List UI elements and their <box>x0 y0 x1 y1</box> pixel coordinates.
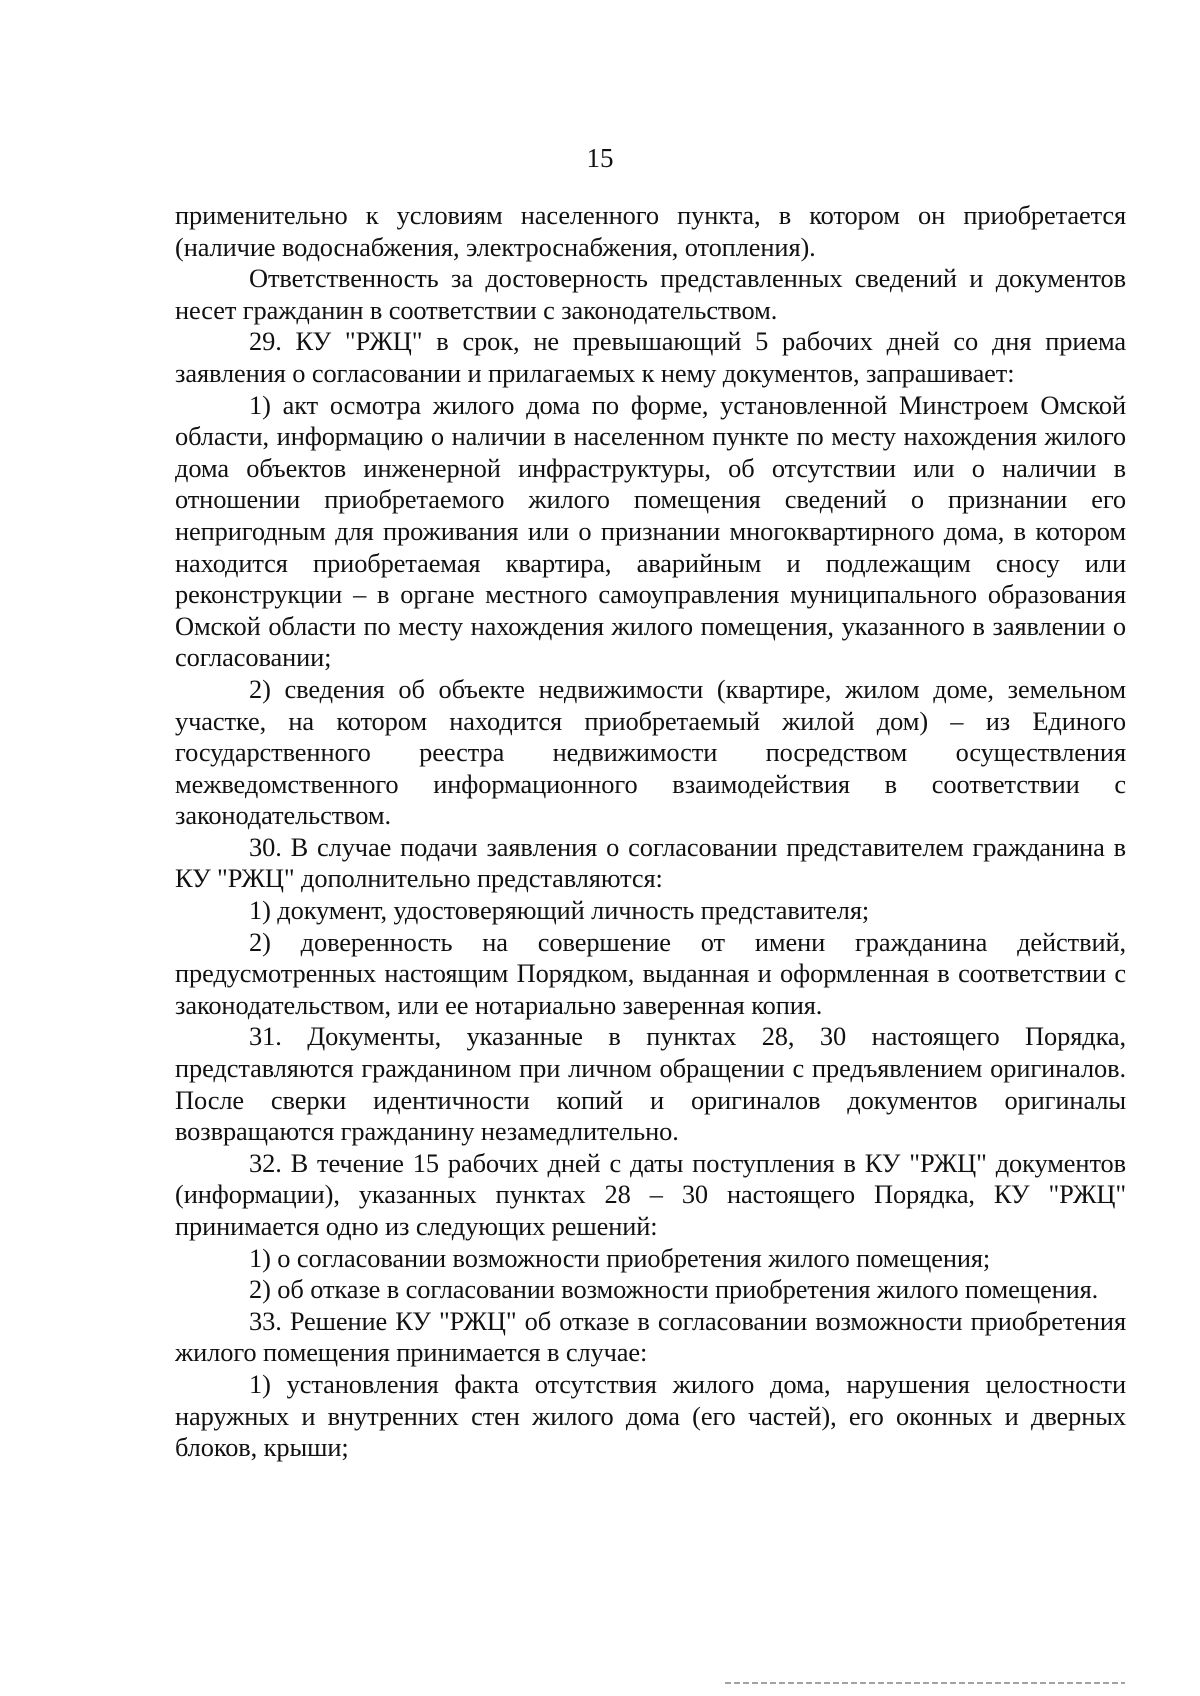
paragraph-responsibility: Ответственность за достоверность представленных сведений и документов несет гражданин в соответствии с законодательством. <box>175 263 1126 325</box>
paragraph-item-30-2: 2) доверенность на совершение от имени гражданина действий, предусмотренных настоящим Порядком, выданная и оформленная в соответствии с законодательством, или ее нотариально заверенная копия. <box>175 926 1126 1020</box>
document-body <box>175 200 1126 1464</box>
paragraph-item-31: 31. Документы, указанные в пунктах 28, 30 настоящего Порядка, представляются гражданином при личном обращении с предъявлением оригиналов. После сверки идентичности копий и оригиналов документов оригиналы возвращаются гражданину незамедлительно. <box>175 1021 1126 1147</box>
paragraph-item-33: 33. Решение КУ "РЖЦ" об отказе в согласовании возможности приобретения жилого помещения принимается в случае: <box>175 1305 1126 1368</box>
paragraph-item-29-1: 1) акт осмотра жилого дома по форме, установленной Минстроем Омской области, информацию о наличии в населенном пункте по месту нахождения жилого дома объектов инженерной инфраструктуры, об отсутствии или о наличии в отношении приобретаемого жилого помещения сведений о признании его непригодным для проживания или о признании многоквартирного дома, в котором находится приобретаемая квартира, аварийным и подлежащим сносу или реконструкции – в органе местного самоуправления муниципального образования Омской области по месту нахождения жилого помещения, указанного в заявлении о согласовании; <box>175 389 1126 673</box>
paragraph-item-33-1: 1) установления факта отсутствия жилого дома, нарушения целостности наружных и внутренних стен жилого дома (его частей), его оконных и дверных блоков, крыши; <box>175 1368 1126 1463</box>
scan-edge-rule <box>725 1682 1125 1684</box>
paragraph-item-32-2: 2) об отказе в согласовании возможности приобретения жилого помещения. <box>249 1274 1099 1305</box>
page-number: 15 <box>586 143 614 173</box>
paragraph-item-29-2: 2) сведения об объекте недвижимости (квартире, жилом доме, земельном участке, на котором находится приобретаемый жилой дом) – из Единого государственного реестра недвижимости посредством осуществления межведомственного информационного взаимодействия в соответствии с законодательством. <box>175 673 1126 831</box>
paragraph-item-29: 29. КУ "РЖЦ" в срок, не превышающий 5 рабочих дней со дня приема заявления о согласовании и прилагаемых к нему документов, запрашивает: <box>175 326 1126 388</box>
paragraph-item-32-1: 1) о согласовании возможности приобретения жилого помещения; <box>249 1242 991 1273</box>
paragraph-continuation: применительно к условиям населенного пункта, в котором он приобретается (наличие водоснабжения, электроснабжения, отопления). <box>175 200 1126 262</box>
paragraph-item-32: 32. В течение 15 рабочих дней с даты поступления в КУ "РЖЦ" документов (информации), указанных пунктах 28 – 30 настоящего Порядка, КУ "РЖЦ" принимается одно из следующих решений: <box>175 1147 1126 1241</box>
paragraph-item-30: 30. В случае подачи заявления о согласовании представителем гражданина в КУ "РЖЦ" дополнительно представляются: <box>175 831 1126 894</box>
paragraph-item-30-1: 1) документ, удостоверяющий личность представителя; <box>249 895 870 926</box>
